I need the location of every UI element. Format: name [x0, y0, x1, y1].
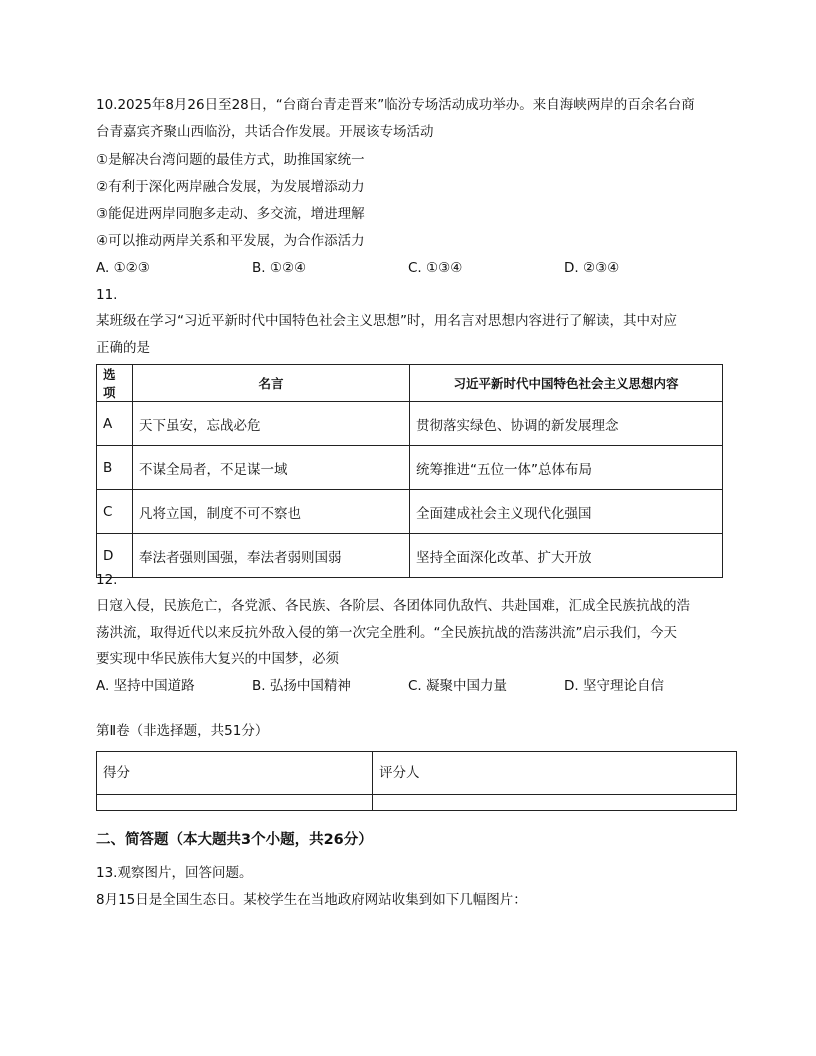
q10-option-b: B. ①②④: [252, 260, 307, 276]
header-quote: 名言: [133, 365, 410, 402]
table-row: [97, 534, 723, 578]
q10-item-4: ④可以推动两岸关系和平发展，为合作添活力: [96, 233, 365, 249]
header-content: 习近平新时代中国特色社会主义思想内容: [410, 365, 723, 402]
q11-stem-line-1: 某班级在学习“习近平新时代中国特色社会主义思想”时，用名言对思想内容进行了解读，其中对应: [96, 313, 677, 329]
row-content: 统筹推进“五位一体”总体布局: [410, 446, 723, 490]
table-row: [97, 402, 723, 446]
q12-stem-line-2: 荡洪流，取得近代以来反抗外敌入侵的第一次完全胜利。“全民族抗战的浩荡洪流”启示我们，今天: [96, 625, 677, 641]
q11-number: 11.: [96, 287, 118, 303]
row-quote: 天下虽安，忘战必危: [133, 402, 410, 446]
q11-stem-line-2: 正确的是: [96, 340, 150, 356]
q10-option-c: C. ①③④: [408, 260, 463, 276]
q13-stem: 13.观察图片，回答问题。: [96, 865, 253, 881]
score-label-row: [97, 752, 737, 795]
q12-option-d: D. 坚守理论自信: [564, 678, 664, 694]
row-option-label: A: [97, 402, 133, 446]
header-option: 选项: [97, 365, 133, 402]
q10-stem-line-2: 台青嘉宾齐聚山西临汾，共话合作发展。开展该专场活动: [96, 124, 434, 140]
q12-option-b: B. 弘扬中国精神: [252, 678, 351, 694]
row-quote: 凡将立国，制度不可不察也: [133, 490, 410, 534]
score-entry-row: [97, 795, 737, 811]
part2-title: 第Ⅱ卷（非选择题，共51分）: [96, 723, 269, 739]
q10-stem-line-1: 10.2025年8月26日至28日，“台商台青走晋来”临汾专场活动成功举办。来自海峡两岸的百余名台商: [96, 97, 695, 113]
row-content: 贯彻落实绿色、协调的新发展理念: [410, 402, 723, 446]
grader-entry-cell[interactable]: [373, 795, 737, 811]
q12-stem-line-3: 要实现中华民族伟大复兴的中国梦，必须: [96, 651, 339, 667]
q10-item-1: ①是解决台湾问题的最佳方式，助推国家统一: [96, 152, 365, 168]
row-content: 坚持全面深化改革、扩大开放: [410, 534, 723, 578]
q12-option-a: A. 坚持中国道路: [96, 678, 195, 694]
q11-table: [96, 364, 723, 578]
section2-heading: 二、简答题（本大题共3个小题，共26分）: [96, 832, 373, 848]
grader-label: 评分人: [373, 752, 737, 795]
row-option-label: D: [97, 534, 133, 578]
score-table: [96, 751, 737, 811]
q12-option-c: C. 凝聚中国力量: [408, 678, 508, 694]
table-row: [97, 446, 723, 490]
q10-item-3: ③能促进两岸同胞多走动、多交流，增进理解: [96, 206, 365, 222]
q10-option-d: D. ②③④: [564, 260, 620, 276]
row-quote: 不谋全局者，不足谋一域: [133, 446, 410, 490]
q10-item-2: ②有利于深化两岸融合发展，为发展增添动力: [96, 179, 365, 195]
score-label: 得分: [97, 752, 373, 795]
q10-option-a: A. ①②③: [96, 260, 150, 276]
q12-number: 12.: [96, 572, 118, 588]
q13-intro: 8月15日是全国生态日。某校学生在当地政府网站收集到如下几幅图片：: [96, 892, 527, 908]
row-option-label: C: [97, 490, 133, 534]
row-quote: 奉法者强则国强，奉法者弱则国弱: [133, 534, 410, 578]
table-row: [97, 490, 723, 534]
row-content: 全面建成社会主义现代化强国: [410, 490, 723, 534]
table-header-row: [97, 365, 723, 402]
row-option-label: B: [97, 446, 133, 490]
q12-stem-line-1: 日寇入侵，民族危亡，各党派、各民族、各阶层、各团体同仇敌忾、共赴国难，汇成全民族抗战的浩: [96, 598, 690, 614]
score-entry-cell[interactable]: [97, 795, 373, 811]
